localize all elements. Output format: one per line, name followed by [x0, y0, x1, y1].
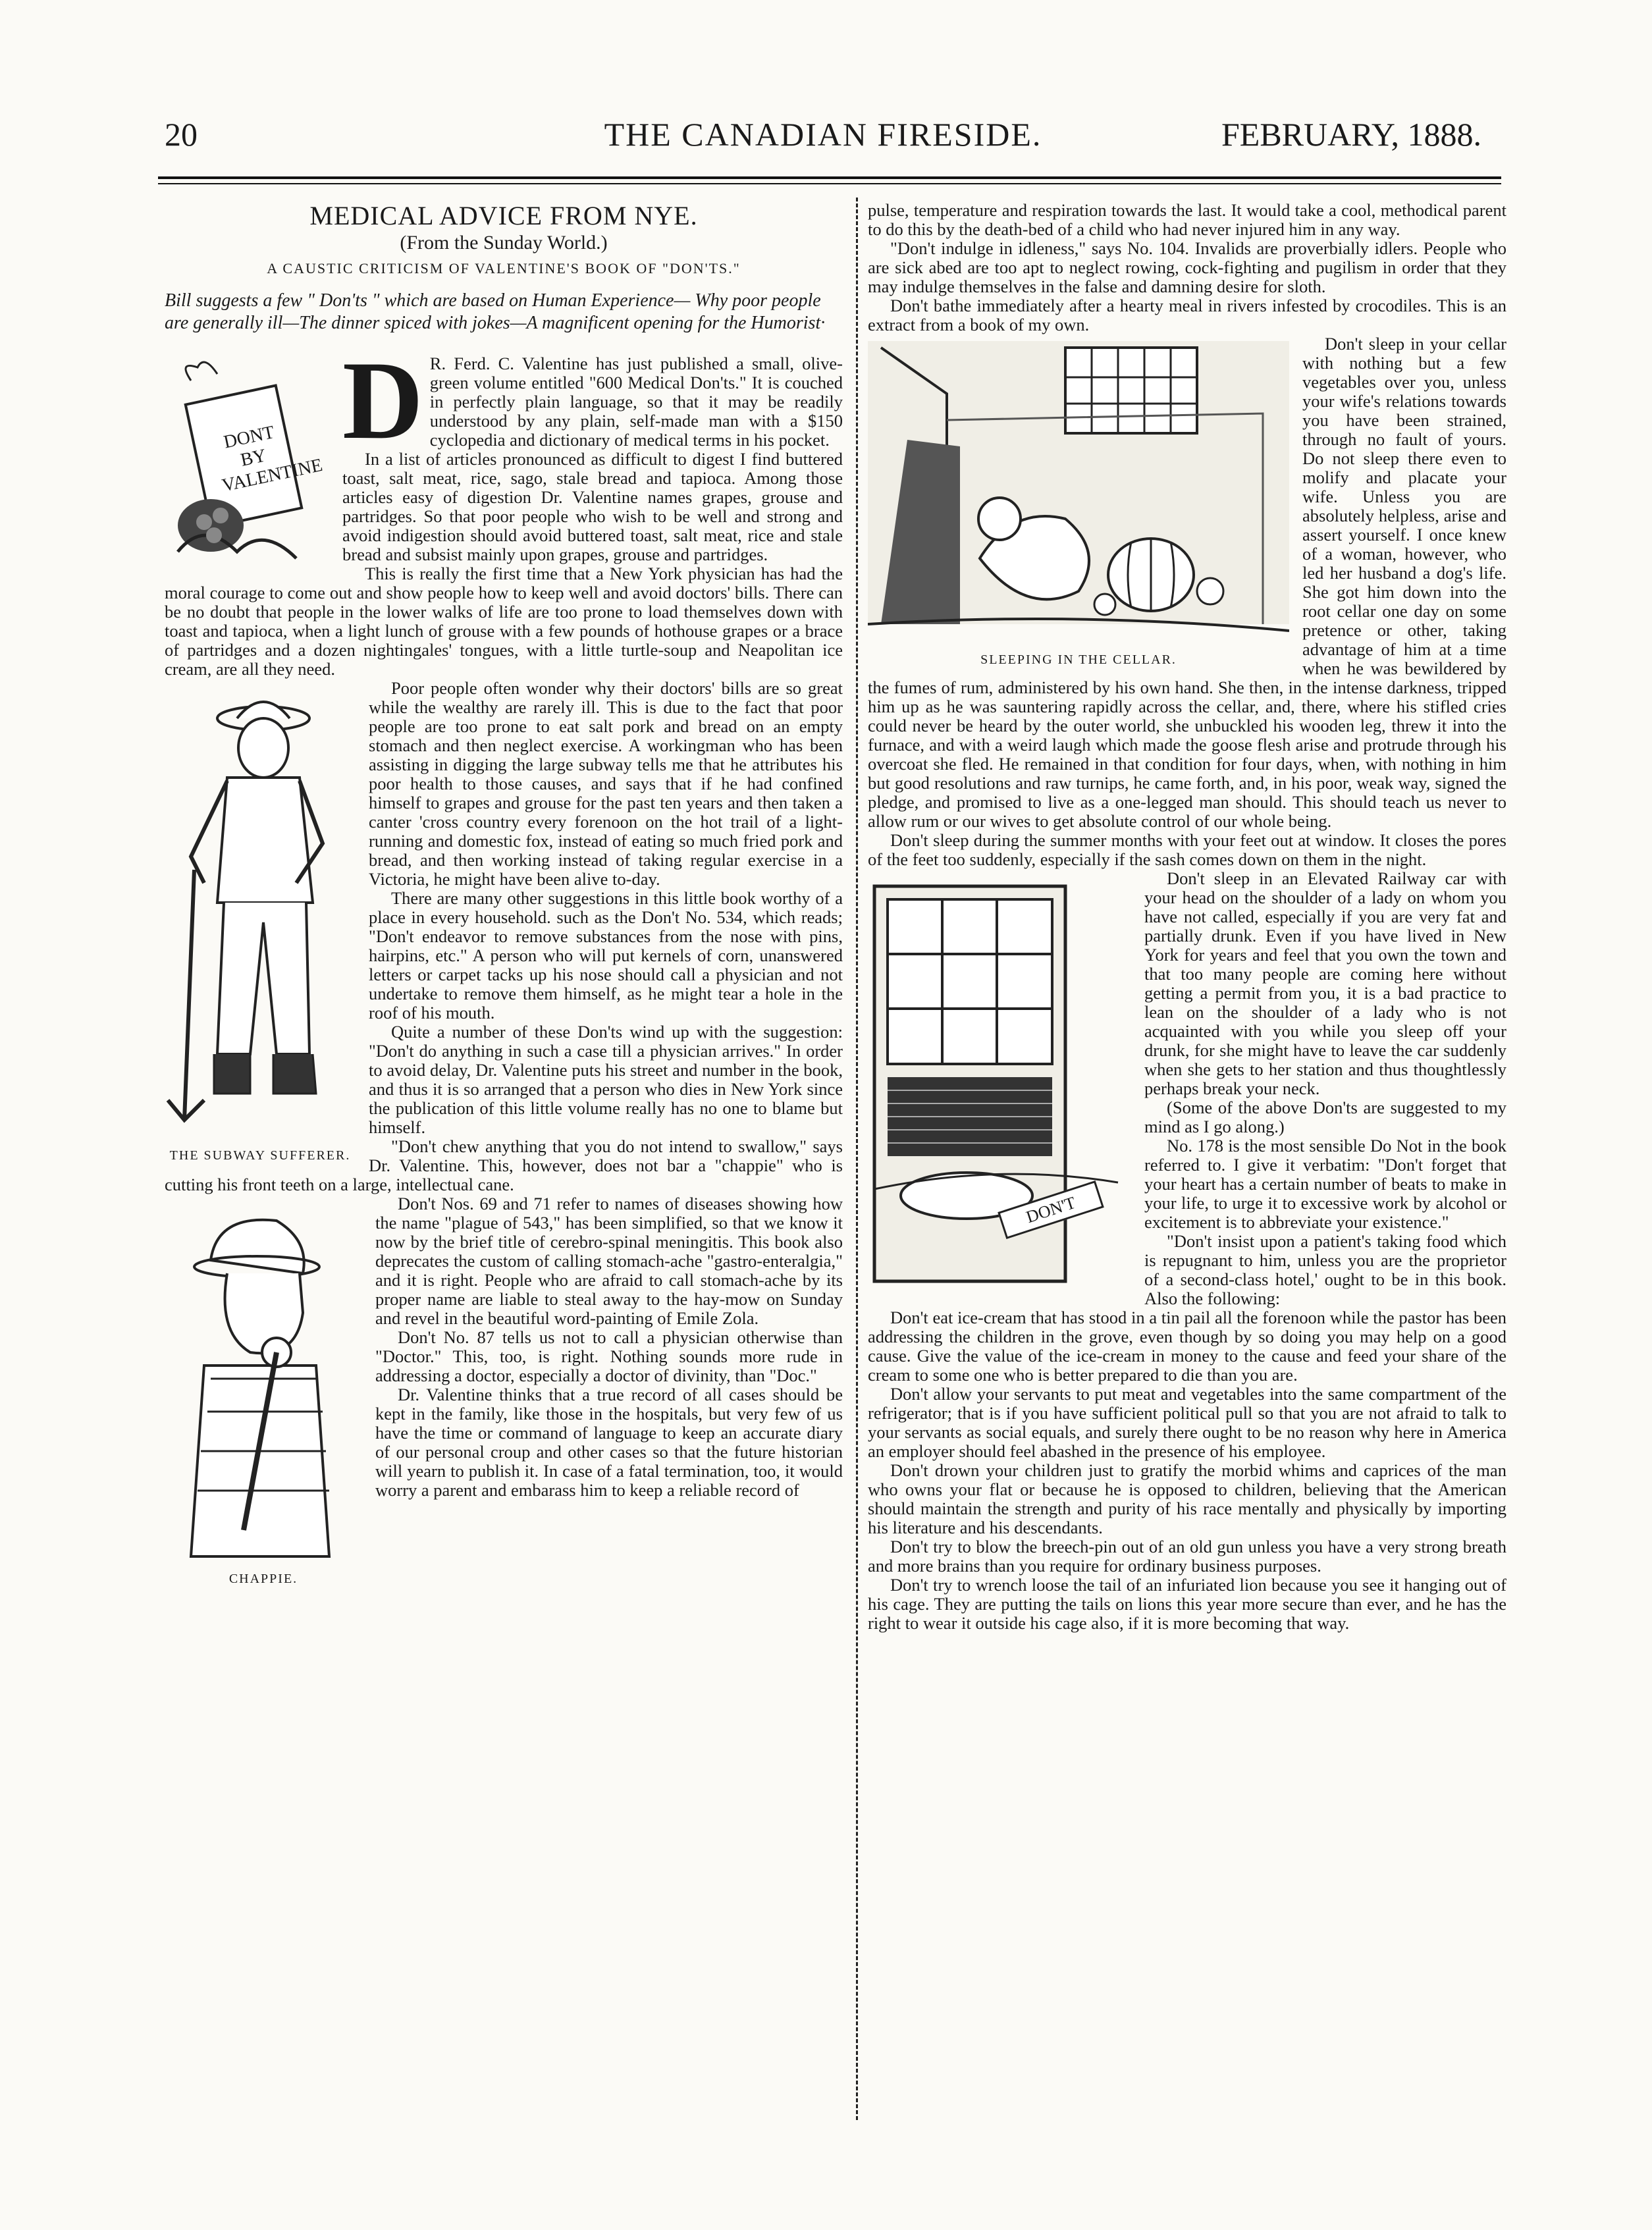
paragraph: "Don't chew anything that you do not intend to swallow," says Dr. Valentine. This, however, does not bar a "chappie" who is cutting his front teeth on a large, intellectual cane. — [165, 1136, 843, 1194]
cellar-figure — [868, 341, 1289, 670]
paragraph: Poor people often wonder why their doctors' bills are so great while the wealthy are rarely ill. This is due to the fact that poor people are too prone to eat salt pork and bread on an empty stomach and then neglect exercise. A workingman who has been assisting in digging the large subway tells me that he attributes his poor health to those causes, and says that if he had confined himself to grapes and grouse for the past ten years and then taken a canter 'cross country every forenoon on the hot trail of a light-running and domestic fox, instead of eating so much fried pork and bread, and then working instead of taking regular exercise in a Victoria, he might have been alive to-day. — [369, 678, 843, 889]
railway-figure — [868, 880, 1131, 1294]
article-deck: Bill suggests a few " Don'ts " which are based on Human Experience— Why poor people are generally ill—The dinner spiced with jokes—A magnificent opening for the Humorist· — [165, 290, 826, 333]
figure-caption: THE SUBWAY SUFFERER. — [169, 1148, 351, 1163]
header-rule-thin — [158, 183, 1501, 184]
paragraph: In a list of articles pronounced as difficult to digest I find buttered toast, salt meat, rice, sago, stale bread and tapioca. Among those articles easy of digestion Dr. Valentine names grapes, grouse and partridges. So that poor people who wish to be well and strong and avoid indigestion should avoid buttered toast, salt meat, rice and stale bread and subsist mainly upon grapes, grouse and partridges. — [342, 449, 843, 564]
paragraph: There are many other suggestions in this little book worthy of a place in every household. such as the Don't No. 534, which reads; "Don't endeavor to remove substances from the nose with pins, hairpins, etc." A person who will put kernels of corn, unanswered letters or carpet tacks up his nose should call a physician and not undertake to remove them himself, as he might tear a hole in the roof of his mouth. — [369, 888, 843, 1022]
paragraph: R. Ferd. C. Valentine has just published a small, olive-green volume entitled "600 Medical Don'ts." It is couched in perfectly plain language, so that it may be readily understood by any plain, self-made man with a $150 cyclopedia and dictionary of medical terms in his pocket. — [429, 354, 843, 450]
figure-caption: CHAPPIE. — [228, 1572, 298, 1586]
paragraph: Don't drown your children just to gratify the morbid whims and caprices of the man who owns your flat or because he is opposed to children, believing that the American should maintain the strength and purity of his race mentally and physically by importing his literature and his descendants. — [868, 1460, 1506, 1537]
paragraph: "Don't insist upon a patient's taking food which is repugnant to him, unless you are the proprietor of a second-class hotel,' ought to be in this book. Also the following: — [1144, 1231, 1506, 1308]
dont-sign: DON'T — [998, 1181, 1104, 1239]
paragraph: Don't sleep in an Elevated Railway car with your head on the shoulder of a lady on whom you have not called, especially if you are very fat and partially drunk. Even if you have lived in New York for years and feel that you own the town and that too many people are coming here without getting a permit from you, it is a bad practice to lean on the shoulder of a lady who is not acquainted with you while you sleep off your drunk, for she might have to leave the car suddenly when she gets to her station and thus thoughtlessly perhaps break your neck. — [1144, 868, 1506, 1098]
paragraph: Quite a number of these Don'ts wind up with the suggestion: "Don't do anything in such a case till a physician arrives." In order to avoid delay, Dr. Valentine puts his street and number in the book, and thus it is so arranged that a person who dies in New York since the publication of this little volume really has no one to blame but himself. — [369, 1022, 843, 1137]
paragraph: Don't sleep during the summer months with your feet out at window. It closes the pores of the feet too suddenly, especially if the sash comes down on them in the night. — [868, 830, 1506, 869]
paragraph: Dr. Valentine thinks that a true record of all cases should be kept in the family, like those in the hospitals, but very few of us have the time or command of language to keep an accurate diary of our personal croup and other cases so that the future historian will yearn to publish it. In case of a fatal termination, too, it would worry a parent and embarass him to keep a reliable record of — [375, 1385, 843, 1500]
article-subtitle: A CAUSTIC CRITICISM OF VALENTINE'S BOOK OF "DON'TS." — [267, 260, 741, 277]
dont-book-illustration — [165, 354, 329, 571]
cellar-illustration-icon — [868, 341, 1289, 650]
header-rule — [158, 176, 1501, 179]
paragraph: "Don't indulge in idleness," says No. 104. Invalids are proverbially idlers. People who are sick abed are too apt to neglect rowing, cock-fighting and pugilism in order that they may indulge themselves in the false and damning desire for sloth. — [868, 238, 1506, 296]
left-column — [165, 201, 843, 1595]
paragraph: Don't bathe immediately after a hearty meal in rivers infested by crocodiles. This is an extract from a book of my own. — [868, 296, 1506, 334]
chappie-illustration-icon — [165, 1201, 362, 1570]
page-number: 20 — [165, 116, 198, 153]
column-divider — [856, 198, 858, 2120]
publication-title: THE CANADIAN FIRESIDE. — [604, 116, 1042, 153]
article-title: MEDICAL ADVICE FROM NYE. — [309, 201, 698, 230]
paragraph: Don't try to wrench loose the tail of an infuriated lion because you see it hanging out of his cage. They are putting the tails on lions this year more secure than ever, and he has the right to wear it outside his cage also, if it is more becoming that way. — [868, 1575, 1506, 1633]
paragraph: Don't eat ice-cream that has stood in a tin pail all the forenoon while the pastor has been addressing the children in the grove, even though by so doing you may help on a good cause. Give the value of the ice-cream in money to the cause and feed your share of the cream to some one who is better prepared to die than you are. — [868, 1308, 1506, 1385]
page-header — [165, 115, 1481, 168]
paragraph: This is really the first time that a New York physician has had the moral courage to come out and show people how to keep well and avoid doctors' bills. There can be no doubt that people in the lower walks of life are too prone to load themselves down with toast and tapioca, when a light lunch of grouse with a few pounds of hothouse grapes or a brace of partridges and a dozen nightingales' tongues, with a little turtle-soup and Neapolitan ice cream, are all they need. — [165, 564, 843, 679]
paragraph: No. 178 is the most sensible Do Not in the book referred to. I give it verbatim: "Don't forget that your heart has a certain number of beats to make in your life, to urge it to excessive work by alcohol or excitement is to abbreviate your existence." — [1144, 1136, 1506, 1232]
paragraph: Don't No. 87 tells us not to call a physician otherwise than "Doctor." This, too, is right. Nothing sounds more rude in addressing a doctor, especially a doctor of divinity, than "Doc." — [375, 1327, 843, 1385]
paragraph: Don't allow your servants to put meat and vegetables into the same compartment of the refrigerator; that is if you have sufficient political pull so that you are not afraid to talk to your servants as social equals, and surely there ought to be no reason why here in America an employer should feel abashed in the presence of his employee. — [868, 1384, 1506, 1461]
chappie-figure — [165, 1201, 362, 1589]
book-cover-label: DONT BY VALENTINE — [220, 421, 325, 496]
issue-date: FEBRUARY, 1888. — [1221, 116, 1481, 153]
workingman-illustration-icon — [165, 685, 356, 1146]
figure-caption: SLEEPING IN THE CELLAR. — [980, 652, 1177, 667]
paragraph: Don't Nos. 69 and 71 refer to names of diseases showing how the name "plague of 543," has been simplified, so that we know it now by the brief title of cerebro-spinal meningitis. This book also deprecates the custom of calling stomach-ache "gastro-enteralgia," and it is right. People who are afraid to call stomach-ache by its proper name are liable to steal away to the hay-mow on Sunday and revel in the beautiful word-painting of Emile Zola. — [375, 1194, 843, 1328]
paragraph: Don't sleep in your cellar with nothing but a few vegetables over you, unless your wife's relations towards you have been strained, through no fault of yours. Do not sleep there even to molify and placate your wife. Unless you are absolutely helpless, arise and assert yourself. I once knew of a woman, however, who led her husband a dog's life. She got him down into the root cellar one day on some pretence or other, taking advantage of him at a time when he was bewildered by the fumes of rum, administered by his own hand. She then, in the intense darkness, tripped him up as he was sauntering rapidly across the cellar, and, there, where his stifled cries could never be heard by the outer world, she unbuckled his wooden leg, threw it into the furnace, and with a weird laugh which made the goose flesh arise and protrude through his overcoat she fled. He remained in that condition for four days, when, with nothing in him but good resolutions and raw turnips, he came forth, and, in his poor, weak way, signed the pledge, and promised to live as a one-legged man should. This should teach us never to allow rum or our wives to get absolute control of our whole being. — [868, 334, 1506, 831]
window-illustration-icon — [868, 880, 1131, 1294]
drop-cap: D — [342, 338, 423, 462]
paragraph: pulse, temperature and respiration towards the last. It would take a cool, methodical parent to do this by the death-bed of a child who had never injured him in any way. — [868, 200, 1506, 239]
paragraph: Don't try to blow the breech-pin out of an old gun unless you have a very strong breath and more brains than you require for ordinary business purposes. — [868, 1537, 1506, 1576]
paragraph: (Some of the above Don'ts are suggested to my mind as I go along.) — [1144, 1098, 1506, 1136]
subway-sufferer-figure — [165, 685, 356, 1165]
right-column — [868, 201, 1506, 1633]
article-source: (From the Sunday World.) — [400, 232, 608, 253]
